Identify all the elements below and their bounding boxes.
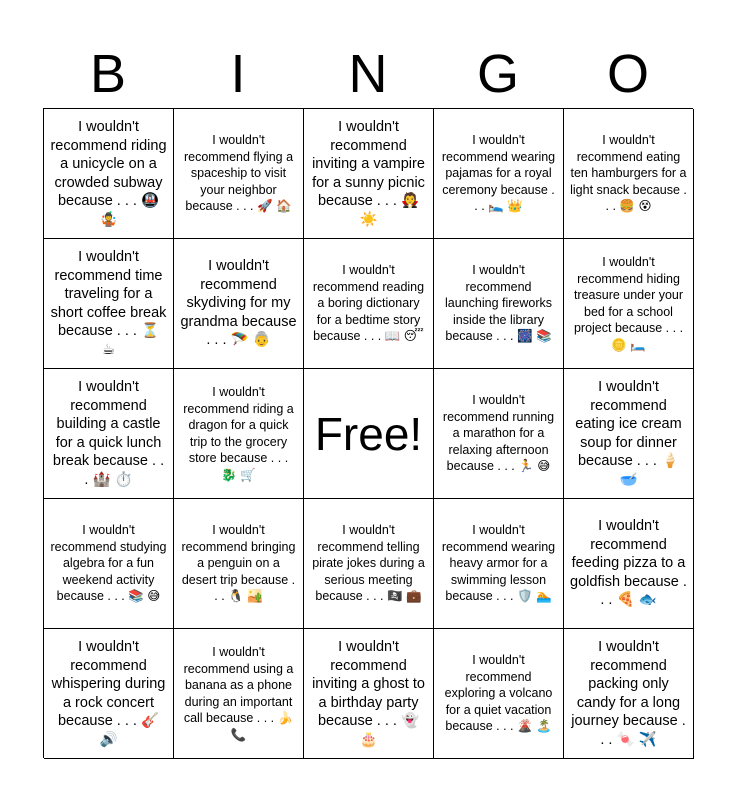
bingo-cell[interactable] xyxy=(304,109,434,239)
cell-text: I wouldn't recommend flying a spaceship to visit your neighbor because . . . 🚀 🏠 xyxy=(183,133,294,214)
cell-text: I wouldn't recommend wearing heavy armor for a swimming lesson because . . . 🛡️ 🏊 xyxy=(441,523,556,604)
bingo-cell[interactable] xyxy=(564,369,694,499)
cell-text: I wouldn't recommend launching fireworks inside the library because . . . 🎆 📚 xyxy=(445,263,552,344)
bingo-cell[interactable] xyxy=(434,109,564,239)
header-letter-g: G xyxy=(476,44,519,104)
bingo-cell[interactable] xyxy=(174,499,304,629)
cell-text: I wouldn't recommend telling pirate jokes during a serious meeting because . . . 🏴‍☠️ 💼 xyxy=(312,523,425,604)
cell-text: I wouldn't recommend building a castle for a quick lunch break because . . . 🏰 ⏱️ xyxy=(52,379,165,488)
bingo-cell[interactable] xyxy=(564,239,694,369)
cell-text: I wouldn't recommend using a banana as a phone during an important call because . . . 🍌 📞 xyxy=(183,645,294,742)
cell-text: I wouldn't recommend feeding pizza to a goldfish because . . . 🍕 🐟 xyxy=(570,518,687,609)
cell-text: I wouldn't recommend inviting a ghost to a birthday party because . . . 👻 🎂 xyxy=(312,639,425,748)
header-letter-n: N xyxy=(348,44,388,104)
free-space-label: Free! xyxy=(314,407,423,460)
bingo-cell[interactable] xyxy=(564,629,694,759)
bingo-cell[interactable] xyxy=(564,499,694,629)
cell-text: I wouldn't recommend packing only candy for a long journey because . . . 🍬 ✈️ xyxy=(571,639,686,748)
cell-text: I wouldn't recommend exploring a volcano for a quiet vacation because . . . 🌋 🏝️ xyxy=(444,653,553,734)
cell-text: I wouldn't recommend whispering during a rock concert because . . . 🎸 🔊 xyxy=(51,639,166,748)
cell-text: I wouldn't recommend inviting a vampire for a sunny picnic because . . . 🧛 ☀️ xyxy=(312,119,425,228)
bingo-cell[interactable] xyxy=(434,369,564,499)
bingo-cell[interactable] xyxy=(174,629,304,759)
cell-text: I wouldn't recommend wearing pajamas for a royal ceremony because . . . 🛌 👑 xyxy=(441,133,556,214)
bingo-cell[interactable] xyxy=(44,629,174,759)
bingo-cell[interactable] xyxy=(44,499,174,629)
cell-text: I wouldn't recommend studying algebra for a fun weekend activity because . . . 📚 😅 xyxy=(50,523,167,604)
cell-text: I wouldn't recommend riding a unicycle on a crowded subway because . . . 🚇 🤹 xyxy=(50,119,167,228)
bingo-cell[interactable] xyxy=(434,499,564,629)
cell-text: I wouldn't recommend hiding treasure under your bed for a school project because . . . 🪙 🛏️ xyxy=(573,255,684,352)
bingo-cell[interactable] xyxy=(174,239,304,369)
bingo-header xyxy=(43,40,693,108)
bingo-cell[interactable] xyxy=(434,239,564,369)
bingo-cell[interactable] xyxy=(304,499,434,629)
cell-text: I wouldn't recommend eating ten hamburgers for a light snack because . . . 🍔 😵 xyxy=(570,133,687,214)
bingo-cell[interactable] xyxy=(44,239,174,369)
cell-text: I wouldn't recommend skydiving for my grandma because . . . 🪂 👵 xyxy=(180,258,297,349)
cell-text: I wouldn't recommend running a marathon for a relaxing afternoon because . . . 🏃 😅 xyxy=(442,393,555,474)
header-letter-i: I xyxy=(230,44,246,104)
cell-text: I wouldn't recommend reading a boring dictionary for a bedtime story because . . . 📖 😴 xyxy=(312,263,425,344)
bingo-cell[interactable] xyxy=(44,369,174,499)
cell-text: I wouldn't recommend riding a dragon for a quick trip to the grocery store because . . . 🐉 🛒 xyxy=(183,385,294,482)
cell-text: I wouldn't recommend bringing a penguin on a desert trip because . . . 🐧 🏜️ xyxy=(181,523,296,604)
bingo-cell[interactable] xyxy=(434,629,564,759)
bingo-cell[interactable] xyxy=(304,239,434,369)
bingo-cell[interactable] xyxy=(174,109,304,239)
header-letter-b: B xyxy=(89,44,127,104)
free-space-cell[interactable] xyxy=(304,369,434,499)
bingo-cell[interactable] xyxy=(174,369,304,499)
header-letter-o: O xyxy=(606,44,649,104)
bingo-cell[interactable] xyxy=(44,109,174,239)
cell-text: I wouldn't recommend eating ice cream soup for dinner because . . . 🍦 🥣 xyxy=(575,379,682,488)
bingo-cell[interactable] xyxy=(304,629,434,759)
cell-text: I wouldn't recommend time traveling for a short coffee break because . . . ⏳ ☕ xyxy=(50,249,167,358)
bingo-cell[interactable] xyxy=(564,109,694,239)
bingo-grid xyxy=(43,108,693,758)
